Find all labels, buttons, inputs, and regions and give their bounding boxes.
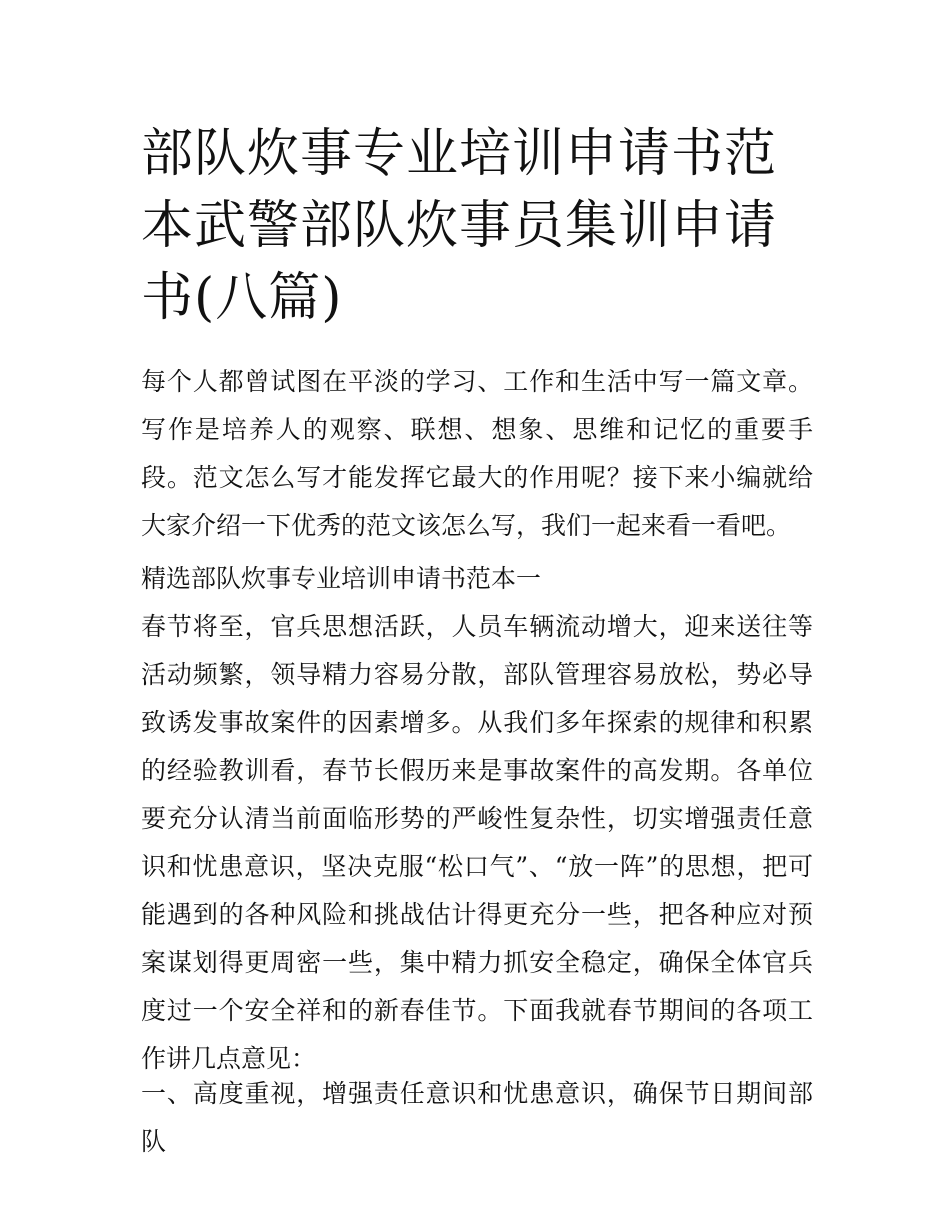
section-heading: 精选部队炊事专业培训申请书范本一: [141, 564, 542, 593]
intro-paragraph: 每个人都曾试图在平淡的学习、工作和生活中写一篇文章。写作是培养人的观察、联想、想象、思维和记忆的重要手段。范文怎么写才能发挥它最大的作用呢？接下来小编就给大家介绍一下优秀的范文该怎么写，我们一起来看一看吧。: [141, 367, 813, 540]
body-paragraph: 春节将至，官兵思想活跃，人员车辆流动增大，迎来送往等活动频繁，领导精力容易分散，部队管理容易放松，势必导致诱发事故案件的因素增多。从我们多年探索的规律和积累的经验教训看，春节长假历来是事故案件的高发期。各单位要充分认清当前面临形势的严峻性复杂性，切实增强责任意识和忧患意识，坚决克服“松口气”、“放一阵”的思想，把可能遇到的各种风险和挑战估计得更充分一些，把各种应对预案谋划得更周密一些，集中精力抓安全稳定，确保全体官兵度过一个安全祥和的新春佳节。下面我就春节期间的各项工作讲几点意见：: [141, 612, 813, 1073]
point-heading: 一、高度重视，增强责任意识和忧患意识，确保节日期间部队: [141, 1079, 813, 1156]
document-title: 部队炊事专业培训申请书范本武警部队炊事员集训申请书(八篇): [141, 124, 778, 328]
